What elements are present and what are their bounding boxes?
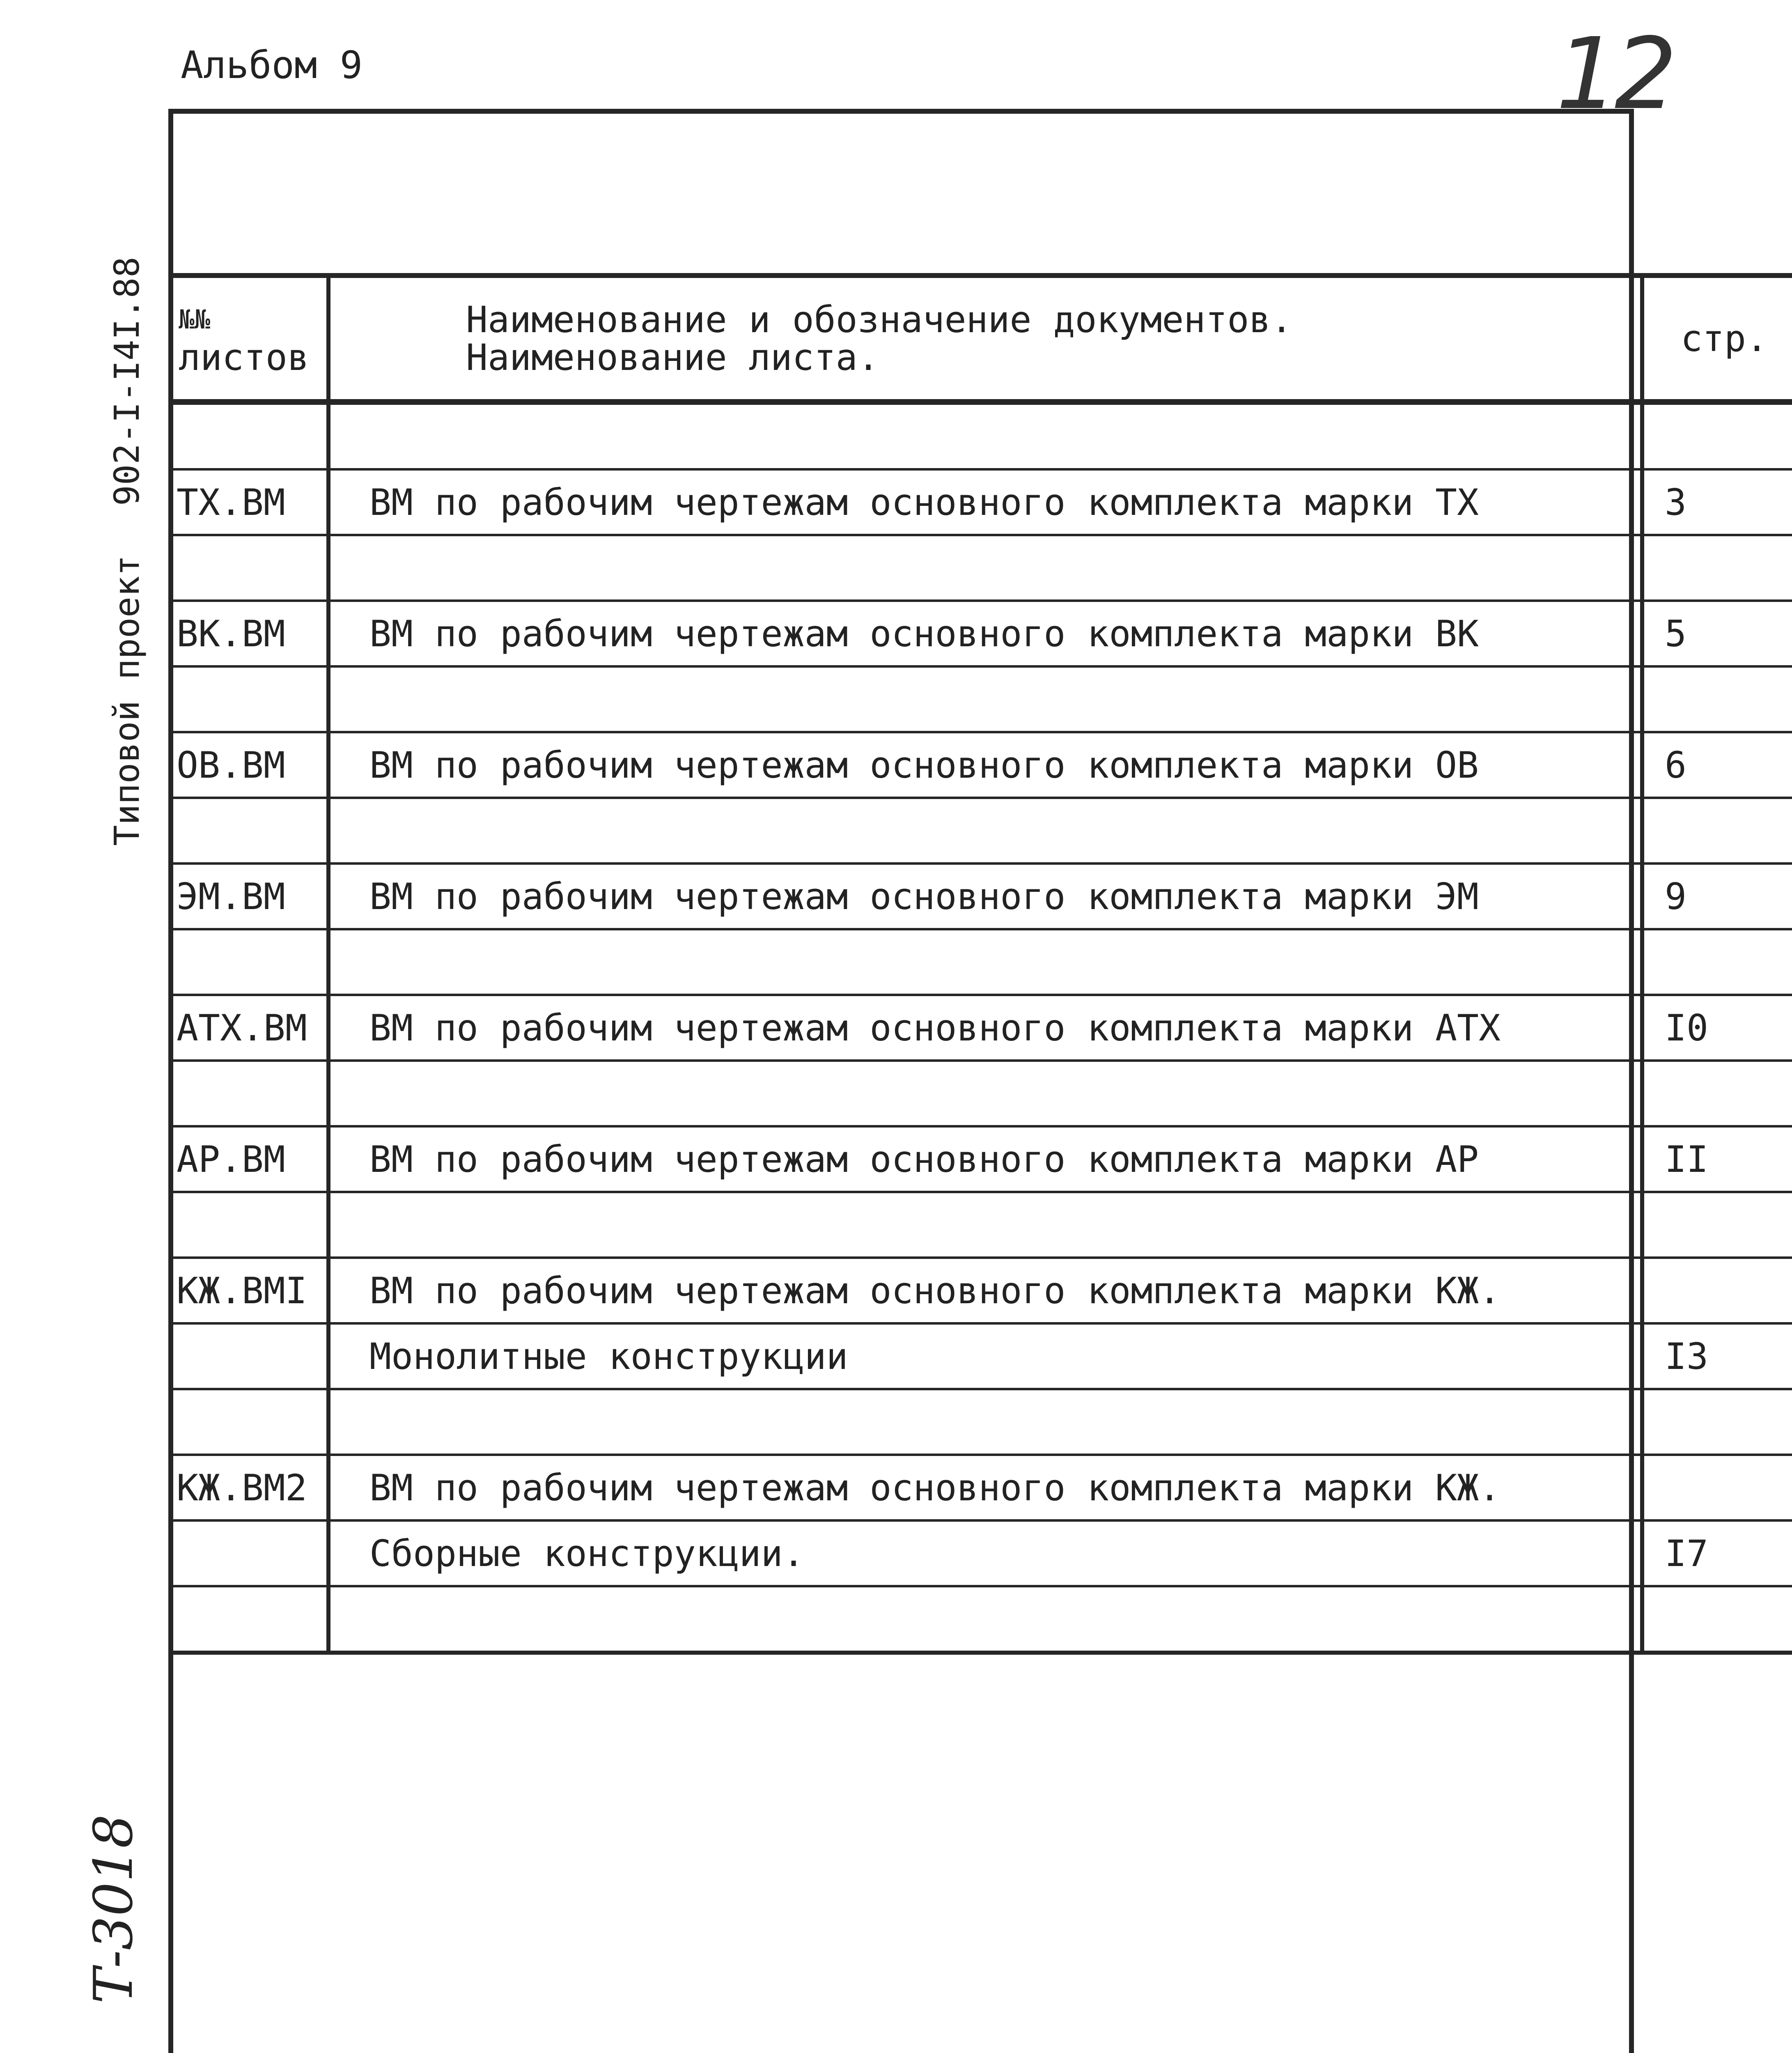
project-code: 902-I-I4I.88 (107, 257, 147, 506)
page-cell (1642, 1586, 1792, 1653)
sheet-cell (168, 798, 328, 863)
sheet-cell (168, 929, 328, 995)
table-row (168, 666, 1792, 732)
name-cell (328, 929, 1642, 995)
name-cell: Монолитные конструкции (328, 1323, 1642, 1389)
name-cell (328, 1061, 1642, 1126)
page-cell: 9 (1642, 863, 1792, 929)
table-row (168, 995, 1792, 1061)
name-cell: ВМ по рабочим чертежам основного комплекта марки АТХ (328, 995, 1642, 1061)
name-cell: ВМ по рабочим чертежам основного комплекта марки ОВ (328, 732, 1642, 798)
sheet-cell (168, 1061, 328, 1126)
page-cell: I3 (1642, 1323, 1792, 1389)
name-cell (328, 666, 1642, 732)
table-row (168, 1520, 1792, 1586)
documents-table (168, 273, 1792, 1655)
page-cell: 6 (1642, 732, 1792, 798)
sheet-cell: ОВ.ВМ (168, 732, 328, 798)
page-cell (1642, 402, 1792, 469)
table-row (168, 1323, 1792, 1389)
sheet-cell (168, 402, 328, 469)
sheet-cell: КЖ.ВМI (168, 1258, 328, 1323)
sheet-cell (168, 666, 328, 732)
page-cell (1642, 1061, 1792, 1126)
table-row (168, 1126, 1792, 1192)
name-cell: ВМ по рабочим чертежам основного комплекта марки ВК (328, 601, 1642, 666)
table-row (168, 1192, 1792, 1258)
sheet-cell: КЖ.ВМ2 (168, 1455, 328, 1520)
album-label: Альбом 9 (181, 43, 363, 87)
name-cell (328, 798, 1642, 863)
sheet-cell: ТХ.ВМ (168, 469, 328, 535)
name-cell: ВМ по рабочим чертежам основного комплекта марки ЭМ (328, 863, 1642, 929)
page-cell (1642, 535, 1792, 601)
table-row (168, 798, 1792, 863)
page-number: 12 (1556, 16, 1673, 131)
table-row (168, 1455, 1792, 1520)
name-cell: ВМ по рабочим чертежам основного комплекта марки КЖ. (328, 1455, 1642, 1520)
table-row (168, 535, 1792, 601)
name-cell (328, 1586, 1642, 1653)
sheet-cell (168, 1520, 328, 1586)
sheet-cell: ЭМ.ВМ (168, 863, 328, 929)
header-sheet-line1: №№ (179, 304, 211, 335)
name-cell: ВМ по рабочим чертежам основного комплекта марки КЖ. (328, 1258, 1642, 1323)
sheet-cell (168, 535, 328, 601)
header-name-cell (328, 276, 1642, 402)
name-cell: Сборные конструкции. (328, 1520, 1642, 1586)
name-cell (328, 402, 1642, 469)
table-row (168, 402, 1792, 469)
table-row (168, 601, 1792, 666)
name-cell: ВМ по рабочим чертежам основного комплекта марки АР (328, 1126, 1642, 1192)
page-cell (1642, 1455, 1792, 1520)
sheet-cell (168, 1323, 328, 1389)
page-cell: 3 (1642, 469, 1792, 535)
table-row (168, 1389, 1792, 1455)
page-cell (1642, 798, 1792, 863)
page-cell: I0 (1642, 995, 1792, 1061)
name-cell (328, 535, 1642, 601)
table-row (168, 469, 1792, 535)
name-cell (328, 1389, 1642, 1455)
page-cell (1642, 666, 1792, 732)
project-label: Типовой проект (107, 555, 147, 846)
page-cell (1642, 929, 1792, 995)
header-name-line2: Наименование листа. (466, 336, 879, 379)
table-row (168, 929, 1792, 995)
name-cell (328, 1192, 1642, 1258)
table-row (168, 863, 1792, 929)
sheet-cell: АТХ.ВМ (168, 995, 328, 1061)
page-cell (1642, 1258, 1792, 1323)
header-page-cell: стр. (1642, 276, 1792, 402)
name-cell: ВМ по рабочим чертежам основного комплекта марки ТХ (328, 469, 1642, 535)
header-sheet-cell (168, 276, 328, 402)
side-project-label (107, 257, 147, 846)
sheet-cell (168, 1192, 328, 1258)
page-cell: I7 (1642, 1520, 1792, 1586)
table-row (168, 732, 1792, 798)
sheet-cell: ВК.ВМ (168, 601, 328, 666)
page-cell: 5 (1642, 601, 1792, 666)
page-cell (1642, 1192, 1792, 1258)
table-row (168, 1061, 1792, 1126)
page-cell: II (1642, 1126, 1792, 1192)
page-cell (1642, 1389, 1792, 1455)
table-row (168, 1586, 1792, 1653)
sheet-cell (168, 1389, 328, 1455)
handwritten-side-code: Т-3018 (82, 1814, 145, 2004)
table-row (168, 1258, 1792, 1323)
sheet-cell (168, 1586, 328, 1653)
header-sheet-line2: листов (179, 336, 309, 379)
sheet-cell: АР.ВМ (168, 1126, 328, 1192)
table-header-row (168, 276, 1792, 402)
header-name-line1: Наименование и обозначение документов. (466, 298, 1293, 341)
